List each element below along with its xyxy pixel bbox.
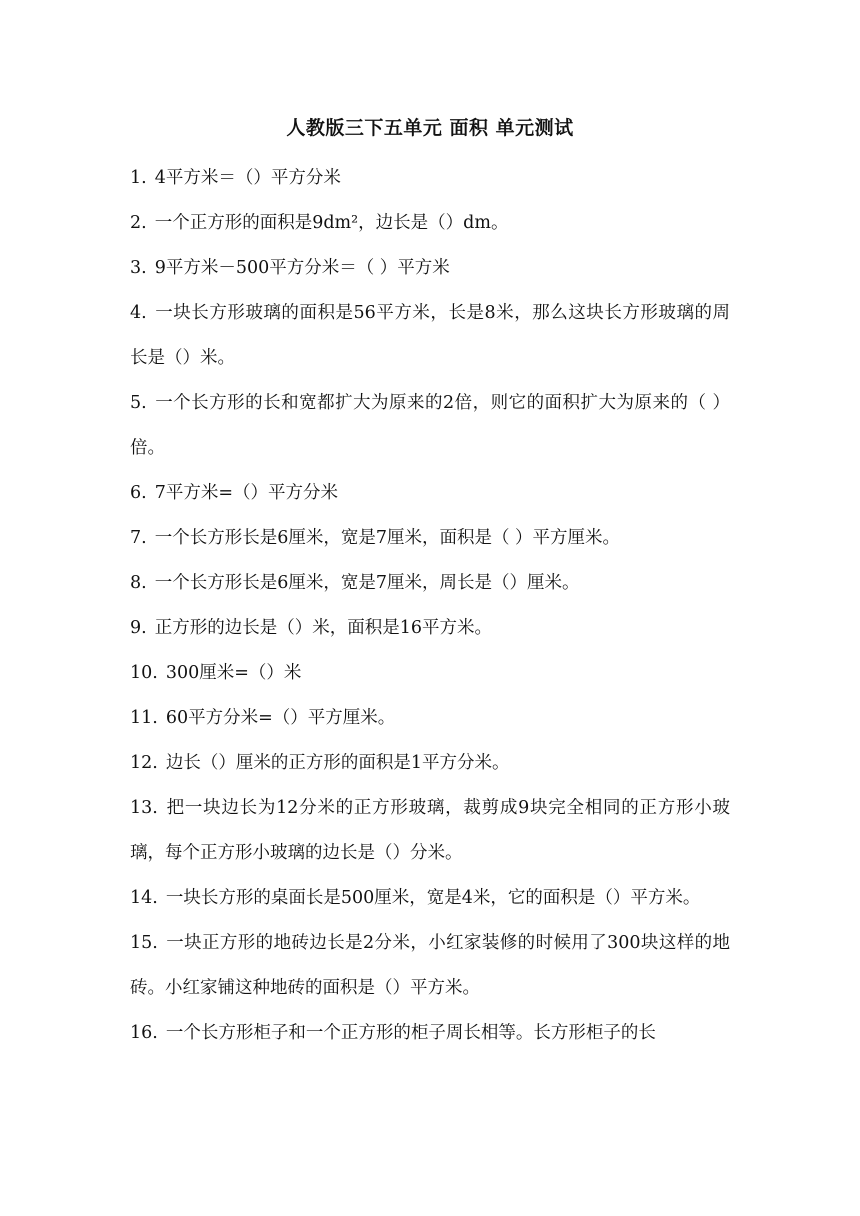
document-title: 人教版三下五单元 面积 单元测试 xyxy=(286,117,574,139)
question-number: 12. xyxy=(130,753,158,773)
question-text: 一个长方形的长和宽都扩大为原来的2倍，则它的面积扩大为原来的（ ）倍。 xyxy=(130,393,730,458)
question-text: 正方形的边长是（）米，面积是16平方米。 xyxy=(154,618,492,638)
question-number: 9. xyxy=(130,618,147,638)
question-item xyxy=(130,156,730,201)
question-item xyxy=(130,696,730,741)
question-text: 一个正方形的面积是9dm²，边长是（）dm。 xyxy=(154,213,509,233)
question-number: 1. xyxy=(130,168,147,188)
question-item xyxy=(130,921,730,1011)
question-item xyxy=(130,606,730,651)
question-text: 把一块边长为12分米的正方形玻璃，裁剪成9块完全相同的正方形小玻璃，每个正方形小玻璃的边长是（）分米。 xyxy=(130,798,730,863)
question-number: 11. xyxy=(130,708,158,728)
question-item xyxy=(130,1011,730,1056)
question-text: 4平方米＝（）平方分米 xyxy=(154,168,341,188)
question-text: 一个长方形长是6厘米，宽是7厘米，周长是（）厘米。 xyxy=(154,573,580,593)
question-item xyxy=(130,561,730,606)
question-number: 16. xyxy=(130,1023,158,1043)
question-number: 8. xyxy=(130,573,147,593)
question-text: 9平方米－500平方分米＝（ ）平方米 xyxy=(154,258,450,278)
question-number: 14. xyxy=(130,888,158,908)
question-number: 4. xyxy=(130,303,147,323)
question-item xyxy=(130,471,730,516)
question-number: 13. xyxy=(130,798,158,818)
question-number: 15. xyxy=(130,933,158,953)
question-text: 一个长方形长是6厘米，宽是7厘米，面积是（ ）平方厘米。 xyxy=(154,528,621,548)
question-item xyxy=(130,516,730,561)
question-text: 一个长方形柜子和一个正方形的柜子周长相等。长方形柜子的长 xyxy=(165,1023,656,1043)
question-item xyxy=(130,201,730,246)
question-text: 一块长方形的桌面长是500厘米，宽是4米，它的面积是（）平方米。 xyxy=(165,888,701,908)
question-number: 3. xyxy=(130,258,147,278)
question-text: 边长（）厘米的正方形的面积是1平方分米。 xyxy=(165,753,510,773)
question-text: 7平方米=（）平方分米 xyxy=(154,483,338,503)
question-item xyxy=(130,741,730,786)
question-text: 一块长方形玻璃的面积是56平方米，长是8米，那么这块长方形玻璃的周长是（）米。 xyxy=(130,303,730,368)
question-number: 2. xyxy=(130,213,147,233)
question-text: 一块正方形的地砖边长是2分米，小红家装修的时候用了300块这样的地砖。小红家铺这种地砖的面积是（）平方米。 xyxy=(130,933,730,998)
question-item xyxy=(130,246,730,291)
question-item xyxy=(130,786,730,876)
question-text: 300厘米=（）米 xyxy=(165,663,302,683)
question-number: 10. xyxy=(130,663,158,683)
question-item xyxy=(130,291,730,381)
question-text: 60平方分米=（）平方厘米。 xyxy=(165,708,396,728)
question-number: 7. xyxy=(130,528,147,548)
question-number: 6. xyxy=(130,483,147,503)
question-item xyxy=(130,876,730,921)
question-item xyxy=(130,381,730,471)
question-list xyxy=(130,156,730,1056)
question-number: 5. xyxy=(130,393,147,413)
question-item xyxy=(130,651,730,696)
